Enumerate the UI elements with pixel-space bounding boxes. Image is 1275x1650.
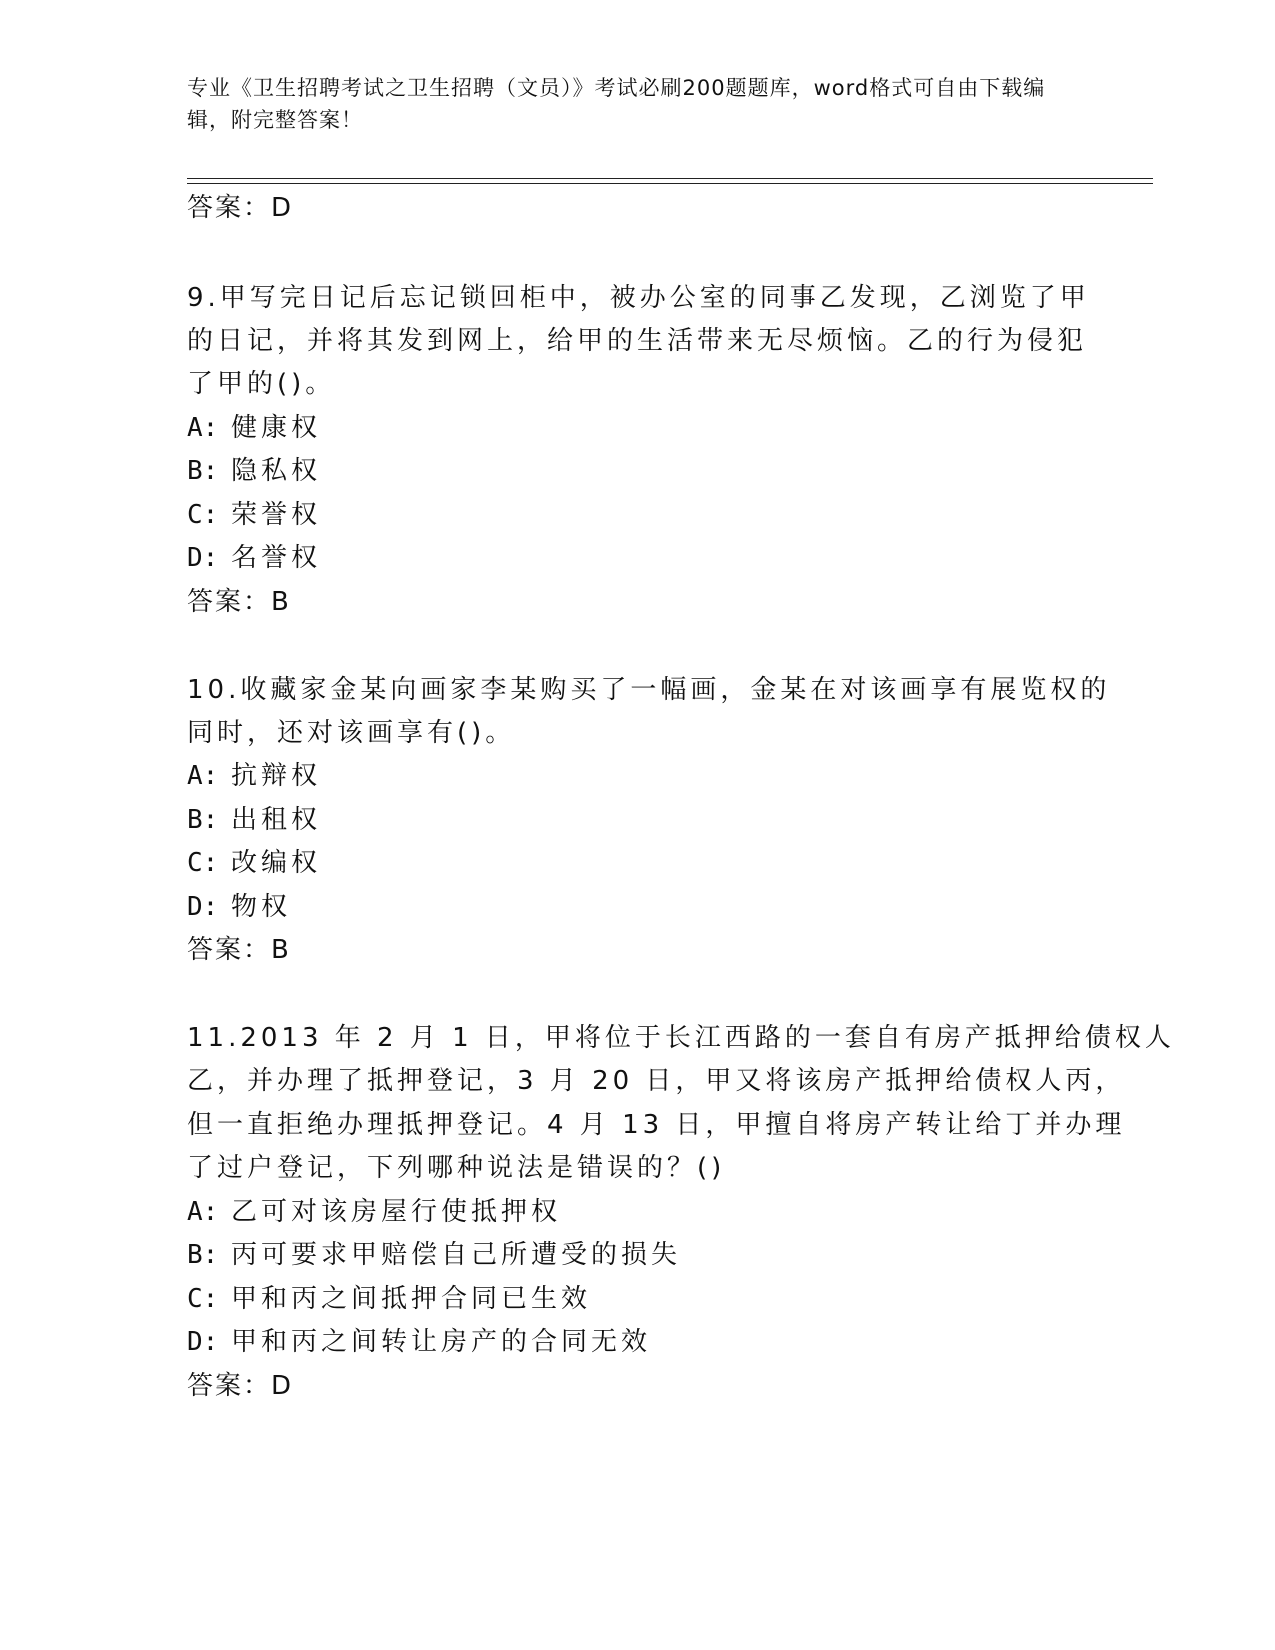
question-9-answer: 答案：B [187,587,291,617]
header-rule-top [187,178,1153,179]
option-letter: C: [187,1284,219,1314]
option-text: 抗辩权 [231,761,322,791]
option-letter: A: [187,1197,219,1227]
option-text: 名誉权 [231,543,322,573]
option-letter: C: [187,500,219,530]
question-11-answer: 答案：D [187,1371,294,1401]
option-text: 甲和丙之间转让房产的合同无效 [231,1327,652,1357]
question-10-line-1: 10.收藏家金某向画家李某购买了一幅画，金某在对该画享有展览权的 [187,675,1111,705]
question-10-answer: 答案：B [187,935,291,965]
question-11-option-a [187,1189,561,1235]
question-11-option-c [187,1276,591,1322]
document-header: 专业《卫生招聘考试之卫生招聘（文员）》考试必刷200题题库，word格式可自由下载编辑，附完整答案！ [187,76,1046,132]
option-text: 隐私权 [231,456,322,486]
option-letter: D: [187,892,219,922]
question-10-option-d [187,884,291,930]
question-9-option-a [187,405,321,451]
option-letter: D: [187,1327,219,1357]
question-9-line-1: 9.甲写完日记后忘记锁回柜中，被办公室的同事乙发现，乙浏览了甲 [187,283,1090,313]
question-10-line-2: 同时，还对该画享有()。 [187,718,516,748]
question-11-line-4: 了过户登记，下列哪种说法是错误的？() [187,1153,726,1183]
question-9-line-3: 了甲的()。 [187,369,336,399]
question-11-line-3: 但一直拒绝办理抵押登记。4 月 13 日，甲擅自将房产转让给丁并办理 [187,1110,1126,1140]
question-11-line-2: 乙，并办理了抵押登记，3 月 20 日，甲又将该房产抵押给债权人丙， [187,1066,1126,1096]
option-text: 荣誉权 [231,500,322,530]
header-rule-bottom [187,183,1153,184]
option-text: 改编权 [231,848,322,878]
option-letter: A: [187,761,219,791]
previous-answer: 答案：D [187,193,294,223]
question-9-option-c [187,492,321,538]
question-11-line-1: 11.2013 年 2 月 1 日，甲将位于长江西路的一套自有房产抵押给债权人 [187,1023,1175,1053]
question-9-line-2: 的日记，并将其发到网上，给甲的生活带来无尽烦恼。乙的行为侵犯 [187,326,1088,356]
option-text: 甲和丙之间抵押合同已生效 [231,1284,592,1314]
question-10-option-a [187,753,321,799]
question-10-option-b [187,797,321,843]
option-text: 出租权 [231,805,322,835]
question-11-option-d [187,1319,651,1365]
option-letter: B: [187,456,219,486]
option-text: 乙可对该房屋行使抵押权 [231,1197,562,1227]
question-9-option-b [187,448,321,494]
option-text: 健康权 [231,413,322,443]
option-letter: D: [187,543,219,573]
question-9-option-d [187,535,321,581]
option-letter: B: [187,1240,219,1270]
option-letter: B: [187,805,219,835]
option-text: 物权 [231,892,292,922]
question-11-option-b [187,1232,681,1278]
option-letter: A: [187,413,219,443]
option-letter: C: [187,848,219,878]
option-text: 丙可要求甲赔偿自己所遭受的损失 [231,1240,682,1270]
question-10-option-c [187,840,321,886]
